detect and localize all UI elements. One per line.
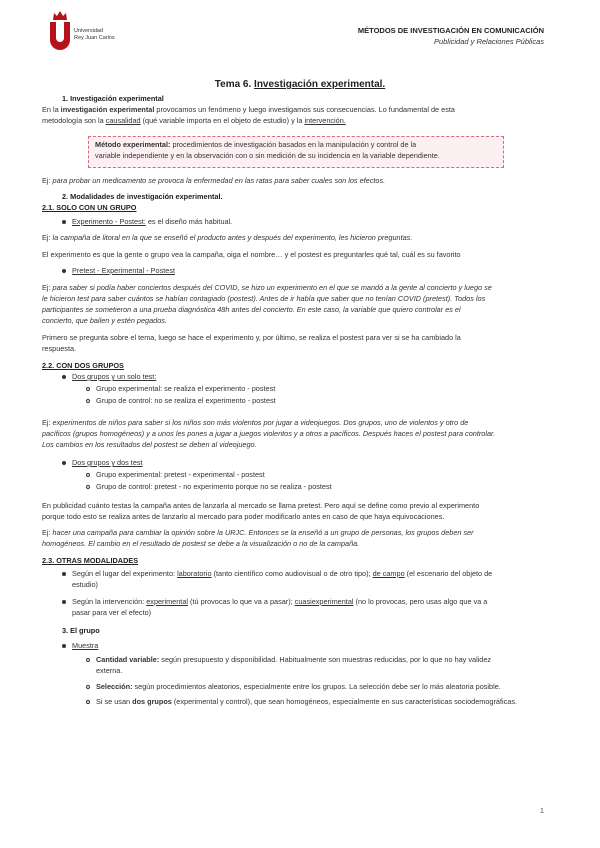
subsection-2-2: 2.2. CON DOS GRUPOS: [42, 361, 124, 370]
list-item: Pretest - Experimental - Postest: [62, 266, 175, 277]
logo-line1: Universidad: [74, 28, 104, 34]
section-1-heading: 1. Investigación experimental: [62, 94, 164, 103]
logo-line2: Rey Juan Carlos: [74, 34, 115, 41]
university-logo: [50, 10, 130, 50]
ring-bullet-icon: [86, 399, 90, 403]
bullet-icon: [62, 600, 66, 604]
bullet-icon: [62, 269, 66, 273]
bullet-icon: [62, 572, 66, 576]
example-text: concierto, que bailen y estén pegados.: [42, 316, 167, 325]
ring-bullet-icon: [86, 658, 90, 662]
sub-list-item: Grupo de control: no se realiza el experimento - postest: [86, 396, 276, 407]
logo-text: [74, 28, 115, 41]
page-number: 1: [539, 806, 544, 815]
list-item: Dos grupos y dos test: [62, 458, 143, 469]
ring-bullet-icon: [86, 685, 90, 689]
list-item: Muestra: [62, 641, 98, 652]
definition-box: Método experimental: procedimientos de investigación basados en la manipulación y control de la variable independiente y en la observación con o sin medición de su incidencia en la variable dependiente.: [88, 136, 504, 168]
paragraph: En publicidad cuánto testas la campaña antes de lanzarla al mercado se llama pretest. Pero aquí se define como previo al experimento: [42, 501, 480, 510]
example-text: participantes se sometieron a una prueba diagnóstica 48h antes del concierto. En este caso, la variable que quiero controlar es el: [42, 305, 461, 314]
example-text: Ej: para saber si podía haber conciertos después del COVID, se hizo un experimento en el que se mandó a la gente al concierto y luego se: [42, 283, 492, 292]
subsection-2-1: 2.1. SOLO CON UN GRUPO: [42, 203, 137, 212]
sub-list-continuation: externa.: [96, 666, 123, 675]
sub-list-item: Grupo experimental: se realiza el experimento - postest: [86, 384, 275, 395]
list-item-continuation: estudio): [72, 580, 98, 589]
sub-list-item: Selección: según procedimientos aleatorios, especialmente entre los grupos. La selección debe ser lo más aleatoria posible.: [86, 682, 501, 693]
paragraph: metodología son la causalidad (qué variable importa en el objeto de estudio) y la intervención.: [42, 116, 346, 125]
ring-bullet-icon: [86, 473, 90, 477]
crown-icon: [52, 10, 68, 22]
sub-list-item: Grupo de control: pretest - no experimento porque no se realiza - postest: [86, 482, 332, 493]
example-text: pacíficos (grupos homogéneos) y a unos les pones a jugar a juegos violentos y a otros a pacíficos. Después haces el postest para controlar.: [42, 429, 496, 438]
header-subtitle: Publicidad y Relaciones Públicas: [433, 37, 544, 46]
ring-bullet-icon: [86, 700, 90, 704]
list-item-continuation: pasar para ver el efecto): [72, 608, 152, 617]
example-text: Ej: para probar un medicamento se provoca la enfermedad en las ratas para saber cuales son los efectos.: [42, 176, 386, 185]
example-text: Ej: experimentos de niños para saber si los niños son más violentos por jugar a videojuegos. Dos grupos, uno de violentos y otro de: [42, 418, 469, 427]
paragraph: respuesta.: [42, 344, 77, 353]
title-prefix: Tema 6.: [214, 79, 252, 90]
list-item: Experimento - Postest: es el diseño más habitual.: [62, 217, 232, 228]
subsection-2-3: 2.3. OTRAS MODALIDADES: [42, 556, 139, 565]
section-2-heading: 2. Modalidades de investigación experimental.: [62, 192, 223, 201]
sub-list-item: Si se usan dos grupos (experimental y control), que sean homogéneos, especialmente en sus características sociodemográficas.: [86, 697, 517, 708]
list-item: Dos grupos y un solo test:: [62, 372, 156, 383]
paragraph: porque todo esto se realiza antes de lanzarlo al mercado para poder modificarlo antes en caso de que haya equivocaciones.: [42, 512, 445, 521]
bullet-icon: [62, 644, 66, 648]
paragraph: Primero se pregunta sobre el tema, luego se hace el experimento y, por último, se realiza el postest para ver si se ha cambiado la: [42, 333, 461, 342]
sub-list-item: Grupo experimental: pretest - experimental - postest: [86, 470, 265, 481]
example-text: homogéneos. El cambio en el resultado de postest se debe a la visualización o no de la campaña.: [42, 539, 360, 548]
example-text: Los cambios en los resultados del postest se deben al videojuego.: [42, 440, 257, 449]
ring-bullet-icon: [86, 485, 90, 489]
sub-list-item: Cantidad variable: según presupuesto y disponibilidad. Habitualmente son muestras reducidas, por lo que no hay validez: [86, 655, 491, 666]
bullet-icon: [62, 461, 66, 465]
u-logo-mark: [50, 22, 70, 50]
list-item: Según el lugar del experimento: laboratorio (tanto científico como audiovisual o de otro tipo); de campo (el escenario del objeto de: [62, 569, 492, 580]
example-text: le hicieron test para saber cuántos se habían contagiado (postest). Antes de ir había que saber que no tenían COVID (pretest). Todos los: [42, 294, 486, 303]
example-text: Ej: la campaña de litoral en la que se enseñó el producto antes y después del experimento, les hicieron preguntas.: [42, 233, 413, 242]
ring-bullet-icon: [86, 387, 90, 391]
header-title: MÉTODOS DE INVESTIGACIÓN EN COMUNICACIÓN: [357, 26, 544, 35]
paragraph: El experimento es que la gente o grupo vea la campaña, oiga el nombre… y el postest es preguntarles qué tal, cuál es su favorito: [42, 250, 461, 259]
document-title: [0, 79, 600, 90]
bullet-icon: [62, 220, 66, 224]
paragraph: En la investigación experimental provocamos un fenómeno y luego investigamos sus consecuencias. Lo fundamental de esta: [42, 105, 455, 114]
section-3-heading: 3. El grupo: [62, 626, 100, 635]
page-header: [358, 26, 544, 46]
example-text: Ej: hacer una campaña para cambiar la opinión sobre la URJC. Entonces se la enseñó a un grupo de personas, los grupos deben ser: [42, 528, 474, 537]
bullet-icon: [62, 375, 66, 379]
list-item: Según la intervención: experimental (tú provocas lo que va a pasar); cuasiexperimental (no lo provocas, pero usas algo que va a: [62, 597, 487, 608]
title-text: Investigación experimental.: [254, 79, 386, 90]
